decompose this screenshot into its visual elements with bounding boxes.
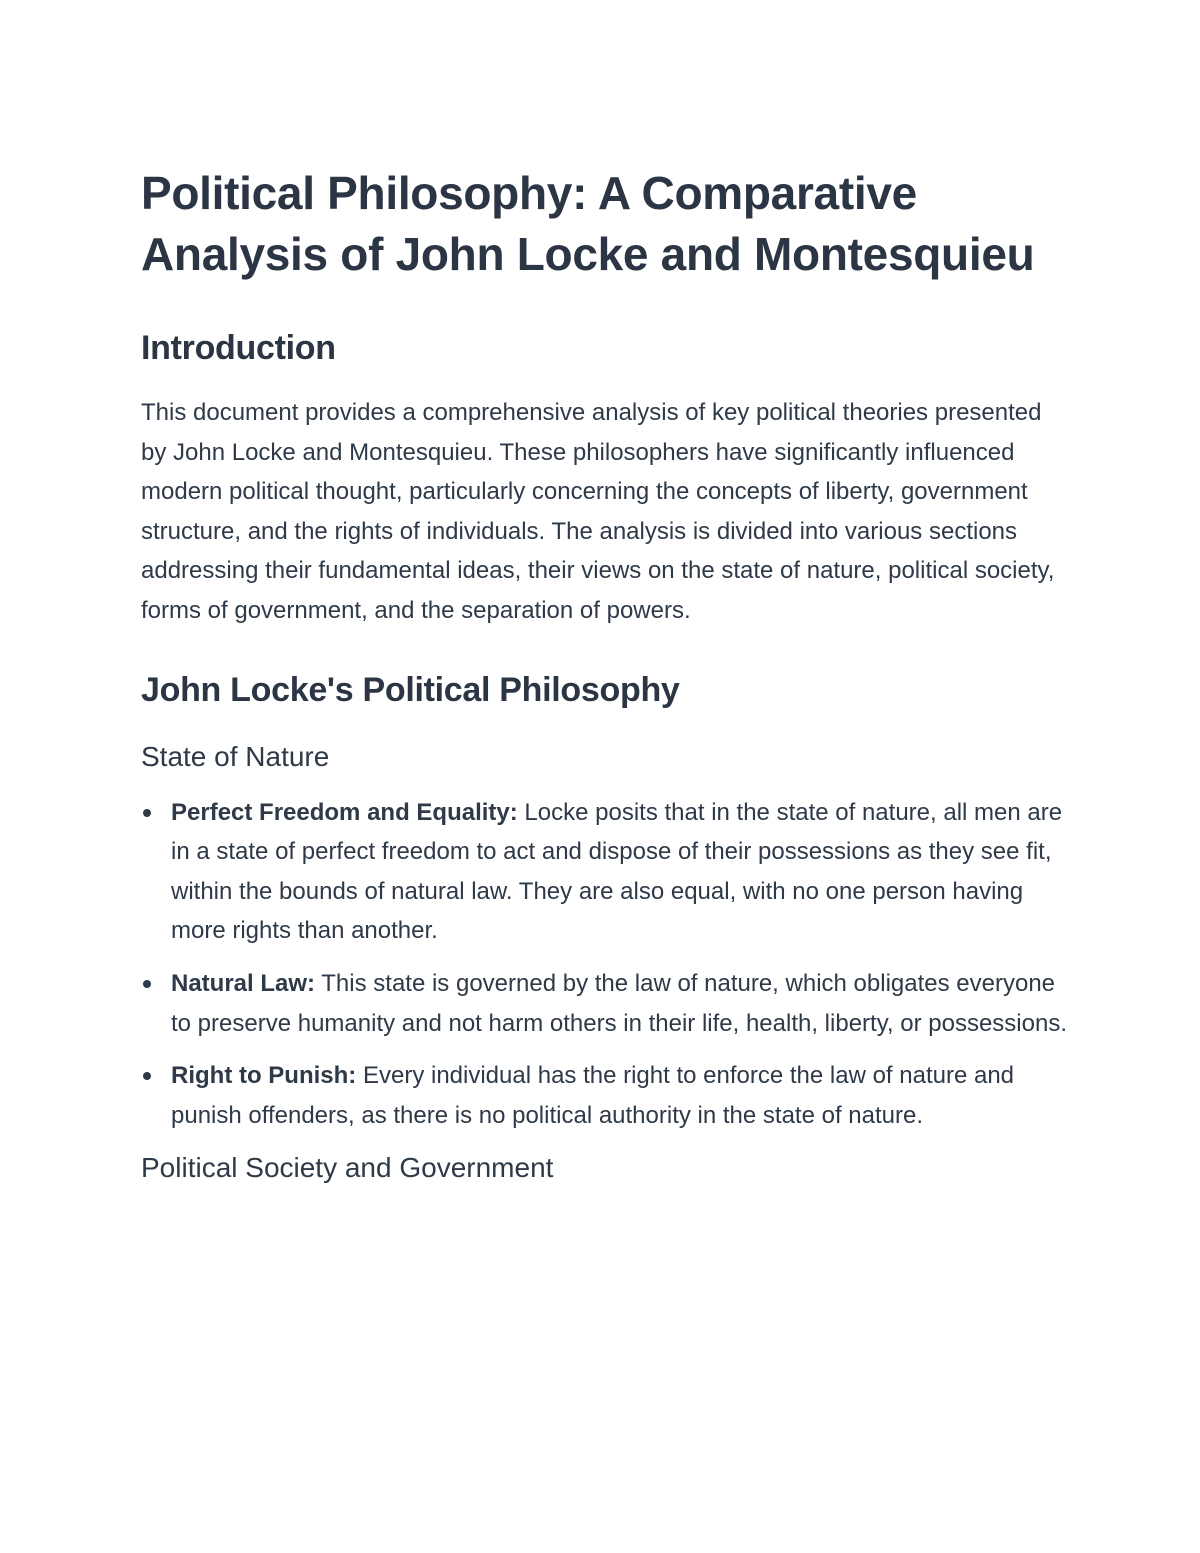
state-of-nature-heading: State of Nature	[141, 740, 330, 772]
bullet-icon	[143, 980, 151, 988]
list-item	[141, 964, 1071, 1043]
bullet-term: Right to Punish:	[171, 1062, 357, 1090]
bullet-term: Perfect Freedom and Equality:	[171, 798, 518, 826]
introduction-paragraph: This document provides a comprehensive analysis of key political theories presented by John Locke and Montesquieu. These philosophers have significantly influenced modern political thought, particularly concerning the concepts of liberty, government structure, and the rights of individuals. The analysis is divided into various sections addressing their fundamental ideas, their views on the state of nature, political society, forms of government, and the separation of powers.	[141, 399, 1055, 624]
bullet-icon	[143, 1072, 151, 1080]
state-of-nature-list	[141, 793, 1071, 1136]
bullet-icon	[143, 809, 151, 817]
document-page	[141, 163, 1071, 1188]
locke-section-heading: John Locke's Political Philosophy	[141, 670, 680, 709]
list-item	[141, 793, 1071, 951]
bullet-text: Locke posits that in the state of nature, all men are in a state of perfect freedom to act and dispose of their possessions as they see fit, within the bounds of natural law. They are also equal, with no one person having more rights than another.	[171, 798, 1063, 945]
introduction-heading: Introduction	[141, 329, 336, 367]
bullet-text: This state is governed by the law of nature, which obligates everyone to preserve humanity and not harm others in their life, health, liberty, or possessions.	[171, 969, 1068, 1037]
bullet-term: Natural Law:	[171, 969, 316, 997]
list-item	[141, 1056, 1071, 1135]
document-title: Political Philosophy: A Comparative Analysis of John Locke and Montesquieu	[141, 167, 1035, 280]
political-society-heading: Political Society and Government	[141, 1152, 554, 1184]
bullet-text: Every individual has the right to enforce the law of nature and punish offenders, as there is no political authority in the state of nature.	[171, 1062, 1015, 1129]
